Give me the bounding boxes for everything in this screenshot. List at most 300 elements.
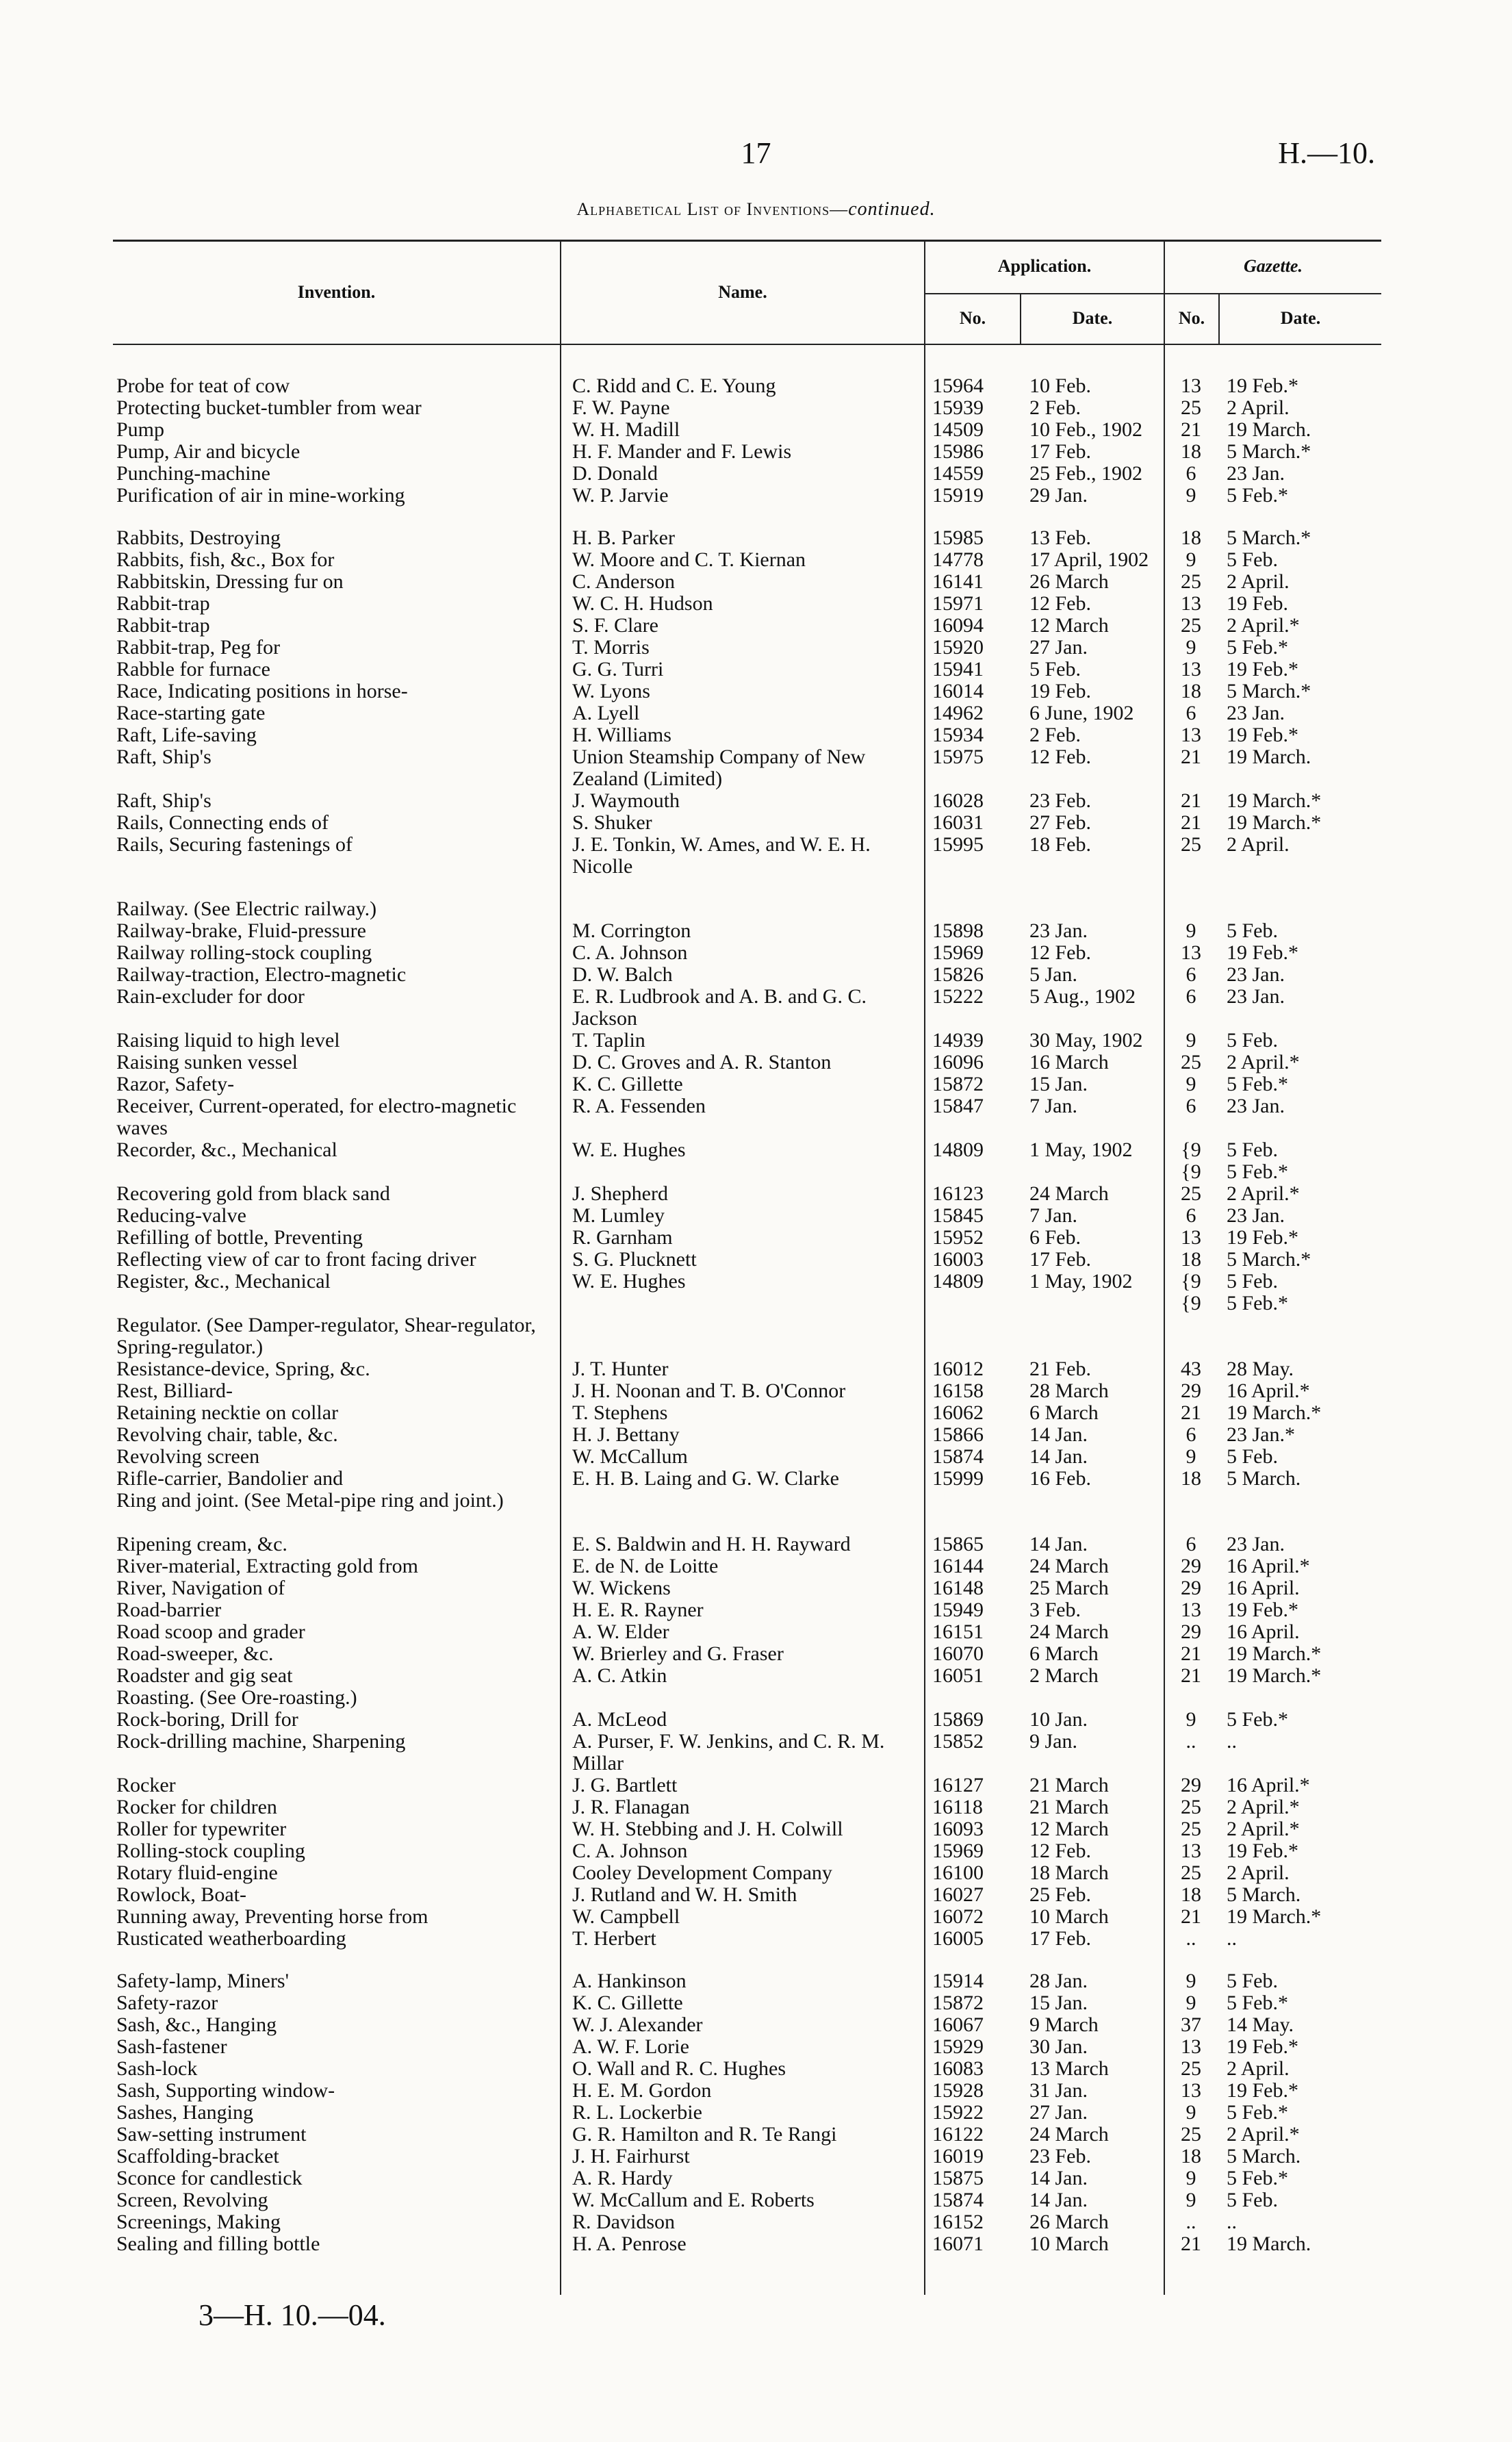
- gazette-no-cell: 13: [1181, 658, 1201, 681]
- invention-cell: Rocker: [116, 1774, 176, 1796]
- invention-cell: Raft, Ship's: [116, 789, 212, 812]
- gazette-date-cell: 5 March.*: [1227, 440, 1311, 463]
- table-row: [0, 942, 1512, 964]
- application-date-cell: 24 March: [1029, 1620, 1109, 1643]
- table-row: [0, 1796, 1512, 1818]
- title-main: Alphabetical List of Inventions—: [576, 199, 849, 219]
- invention-cell: Sconce for candlestick: [116, 2167, 303, 2189]
- table-row: [0, 898, 1512, 920]
- table-row: [0, 1424, 1512, 1446]
- gazette-date-cell: 23 Jan.: [1227, 1204, 1285, 1227]
- invention-cell: Raising sunken vessel: [116, 1051, 298, 1073]
- application-no-cell: 15995: [932, 833, 984, 856]
- gazette-date-cell: 5 Feb.: [1227, 1445, 1278, 1468]
- gazette-date-cell: 23 Jan.: [1227, 1533, 1285, 1555]
- name-cell: W. J. Alexander: [572, 2013, 703, 2036]
- application-no-cell: 15929: [932, 2035, 984, 2058]
- table-row: [0, 1906, 1512, 1928]
- name-cell: G. G. Turri: [572, 658, 664, 681]
- application-no-cell: 16144: [932, 1555, 984, 1577]
- application-no-cell: 16019: [932, 2145, 984, 2167]
- name-cell: K. C. Gillette: [572, 1073, 683, 1095]
- name-cell: W. Wickens: [572, 1577, 671, 1599]
- application-no-cell: 16151: [932, 1620, 984, 1643]
- application-date-cell: 10 Jan.: [1029, 1708, 1088, 1731]
- table-row: [0, 1052, 1512, 1073]
- gazette-no-cell: 21: [1181, 1905, 1201, 1928]
- application-no-cell: 14509: [932, 418, 984, 441]
- application-date-cell: 1 May, 1902: [1029, 1270, 1133, 1293]
- table-row: [0, 1862, 1512, 1884]
- table-row: [0, 681, 1512, 702]
- gazette-date-cell: 2 April.: [1227, 833, 1290, 856]
- application-date-cell: 14 Jan.: [1029, 2189, 1088, 2211]
- application-no-cell: 15985: [932, 526, 984, 549]
- gazette-date-cell: 19 Feb.*: [1227, 2079, 1298, 2102]
- invention-cell: Probe for teat of cow: [116, 374, 290, 397]
- application-no-cell: 15928: [932, 2079, 984, 2102]
- application-no-cell: 15872: [932, 1992, 984, 2014]
- invention-cell: Resistance-device, Spring, &c.: [116, 1358, 370, 1380]
- gazette-date-cell: 14 May.: [1227, 2013, 1294, 2036]
- gazette-date-cell: 16 April.*: [1227, 1379, 1310, 1402]
- invention-cell: Refilling of bottle, Preventing: [116, 1226, 363, 1249]
- gazette-date-cell: 19 Feb.*: [1227, 1226, 1298, 1249]
- gazette-date-cell: 5 Feb.*: [1227, 2101, 1288, 2124]
- gazette-date-cell: 5 March.: [1227, 2145, 1301, 2167]
- gazette-no-cell: 29: [1181, 1555, 1201, 1577]
- gazette-no-cell: 9: [1186, 484, 1196, 507]
- application-no-cell: 16051: [932, 1664, 984, 1687]
- table-row: [0, 485, 1512, 507]
- table-row: [0, 1643, 1512, 1665]
- application-date-cell: 12 March: [1029, 614, 1109, 637]
- gazette-no-cell: 29: [1181, 1774, 1201, 1796]
- gazette-date-cell: 2 April.*: [1227, 1182, 1300, 1205]
- invention-cell: Railway rolling-stock coupling: [116, 941, 372, 964]
- invention-cell: Razor, Safety-: [116, 1073, 235, 1095]
- gazette-no-cell: 9: [1186, 1445, 1196, 1468]
- invention-cell: Raising liquid to high level: [116, 1029, 340, 1052]
- table-row: [0, 2058, 1512, 2080]
- application-date-cell: 5 Aug., 1902: [1029, 985, 1136, 1008]
- gazette-date-cell: 2 April.: [1227, 570, 1290, 593]
- application-no-cell: 16005: [932, 1927, 984, 1950]
- name-cell: G. R. Hamilton and R. Te Rangi: [572, 2123, 837, 2146]
- table-row: [0, 1599, 1512, 1621]
- gazette-no-cell: 6: [1186, 1423, 1196, 1446]
- name-cell: D. C. Groves and A. R. Stanton: [572, 1051, 832, 1073]
- gazette-no-cell: 21: [1181, 418, 1201, 441]
- table-row: [0, 2189, 1512, 2211]
- invention-cell: Screen, Revolving: [116, 2189, 268, 2211]
- name-cell: W. H. Stebbing and J. H. Colwill: [572, 1818, 843, 1840]
- gazette-date-cell: 5 Feb.*: [1227, 1992, 1288, 2014]
- gazette-no-cell: 25: [1181, 1796, 1201, 1818]
- application-date-cell: 25 Feb.: [1029, 1883, 1091, 1906]
- gazette-date-cell: 19 Feb.*: [1227, 724, 1298, 746]
- gazette-no-cell: 9: [1186, 548, 1196, 571]
- name-cell: T. Taplin: [572, 1029, 645, 1052]
- application-date-cell: 5 Jan.: [1029, 963, 1077, 986]
- invention-cell: Raft, Life-saving: [116, 724, 257, 746]
- inventions-table-body: [0, 375, 1512, 2255]
- gazette-no-cell: 29: [1181, 1620, 1201, 1643]
- gazette-date-cell: 5 Feb.*: [1227, 2167, 1288, 2189]
- gazette-date-cell: 19 March.: [1227, 746, 1311, 768]
- table-row: [0, 1687, 1512, 1709]
- name-cell: H. F. Mander and F. Lewis: [572, 440, 792, 463]
- invention-cell: Reducing-valve: [116, 1204, 246, 1227]
- header-application: Application.: [997, 256, 1092, 276]
- invention-cell: Retaining necktie on collar: [116, 1401, 339, 1424]
- name-cell: S. Shuker: [572, 811, 652, 834]
- invention-cell: Road-barrier: [116, 1599, 222, 1621]
- application-no-cell: 15847: [932, 1095, 984, 1117]
- application-date-cell: 24 March: [1029, 2123, 1109, 2146]
- gazette-date-cell: 5 March.*: [1227, 1248, 1311, 1271]
- gazette-no-cell: 9: [1186, 1073, 1196, 1095]
- gazette-no-cell: 21: [1181, 811, 1201, 834]
- application-date-cell: 31 Jan.: [1029, 2079, 1088, 2102]
- name-cell: J. R. Flanagan: [572, 1796, 690, 1818]
- table-row: [0, 986, 1512, 1030]
- invention-cell: Running away, Preventing horse from: [116, 1905, 428, 1928]
- gazette-no-cell: 43: [1181, 1358, 1201, 1380]
- application-no-cell: 14939: [932, 1029, 984, 1052]
- application-date-cell: 23 Feb.: [1029, 2145, 1091, 2167]
- application-date-cell: 23 Feb.: [1029, 789, 1091, 812]
- name-cell: J. Waymouth: [572, 789, 680, 812]
- gazette-date-cell: 19 Feb.*: [1227, 658, 1298, 681]
- application-no-cell: 15986: [932, 440, 984, 463]
- gazette-no-cell: 13: [1181, 2035, 1201, 2058]
- table-row: [0, 1380, 1512, 1402]
- invention-cell: Rabbits, fish, &c., Box for: [116, 548, 335, 571]
- gazette-no-cell: 13: [1181, 1226, 1201, 1249]
- name-cell: A. Lyell: [572, 702, 640, 724]
- header-application-no: No.: [959, 308, 986, 328]
- gazette-date-cell: 5 Feb.*: [1227, 636, 1288, 659]
- application-date-cell: 6 March: [1029, 1642, 1099, 1665]
- gazette-date-cell: 19 March.*: [1227, 1401, 1322, 1424]
- table-row: [0, 463, 1512, 485]
- header-invention: Invention.: [297, 282, 376, 302]
- invention-cell: Road-sweeper, &c.: [116, 1642, 274, 1665]
- gazette-date-cell: ..: [1227, 1927, 1237, 1950]
- application-date-cell: 12 March: [1029, 1818, 1109, 1840]
- application-no-cell: 15869: [932, 1708, 984, 1731]
- application-date-cell: 24 March: [1029, 1182, 1109, 1205]
- name-cell: J. Shepherd: [572, 1182, 668, 1205]
- table-row: [0, 375, 1512, 397]
- table-row: [0, 834, 1512, 878]
- application-date-cell: 6 June, 1902: [1029, 702, 1134, 724]
- table-row: [0, 1818, 1512, 1840]
- invention-cell: Rusticated weatherboarding: [116, 1927, 346, 1950]
- name-cell: A. McLeod: [572, 1708, 667, 1731]
- application-date-cell: 18 March: [1029, 1861, 1109, 1884]
- table-row: [0, 1665, 1512, 1687]
- application-no-cell: 16070: [932, 1642, 984, 1665]
- table-row: [0, 419, 1512, 441]
- gazette-date-cell: 19 Feb.: [1227, 592, 1288, 615]
- application-date-cell: 13 March: [1029, 2057, 1109, 2080]
- gazette-date-cell: 2 April.: [1227, 396, 1290, 419]
- gazette-no-cell: {9 {9: [1181, 1139, 1201, 1183]
- gazette-date-cell: ..: [1227, 2211, 1237, 2233]
- gazette-date-cell: 5 Feb. 5 Feb.*: [1227, 1270, 1288, 1314]
- invention-cell: Ring and joint. (See Metal-pipe ring and joint.): [116, 1489, 504, 1512]
- invention-cell: Ripening cream, &c.: [116, 1533, 287, 1555]
- application-date-cell: 27 Jan.: [1029, 636, 1088, 659]
- header-gazette-date: Date.: [1280, 308, 1321, 328]
- page-number: 17: [741, 136, 771, 170]
- gazette-date-cell: 23 Jan.: [1227, 1095, 1285, 1117]
- table-row: [0, 593, 1512, 615]
- application-date-cell: 25 Feb., 1902: [1029, 462, 1142, 485]
- name-cell: W. Lyons: [572, 680, 650, 702]
- application-no-cell: 15920: [932, 636, 984, 659]
- application-no-cell: 16093: [932, 1818, 984, 1840]
- application-no-cell: 15964: [932, 374, 984, 397]
- gazette-date-cell: 5 Feb.: [1227, 1970, 1278, 1992]
- application-no-cell: 15941: [932, 658, 984, 681]
- application-date-cell: 10 March: [1029, 2233, 1109, 2255]
- name-cell: O. Wall and R. C. Hughes: [572, 2057, 786, 2080]
- application-no-cell: 14778: [932, 548, 984, 571]
- gazette-date-cell: 16 April.: [1227, 1620, 1300, 1643]
- invention-cell: Race, Indicating positions in horse-: [116, 680, 408, 702]
- table-row: [0, 637, 1512, 659]
- gazette-date-cell: 23 Jan.: [1227, 963, 1285, 986]
- table-row: [0, 2036, 1512, 2058]
- application-no-cell: 15865: [932, 1533, 984, 1555]
- application-no-cell: 15874: [932, 1445, 984, 1468]
- gazette-no-cell: 18: [1181, 440, 1201, 463]
- application-date-cell: 30 May, 1902: [1029, 1029, 1143, 1052]
- invention-cell: Railway-brake, Fluid-pressure: [116, 919, 366, 942]
- application-date-cell: 15 Jan.: [1029, 1992, 1088, 2014]
- gazette-date-cell: 23 Jan.*: [1227, 1423, 1295, 1446]
- gazette-no-cell: 13: [1181, 941, 1201, 964]
- invention-cell: Revolving chair, table, &c.: [116, 1423, 338, 1446]
- gazette-date-cell: 19 March.: [1227, 2233, 1311, 2255]
- invention-cell: Rabbits, Destroying: [116, 526, 281, 549]
- gazette-date-cell: 5 March.: [1227, 1883, 1301, 1906]
- gazette-no-cell: 6: [1186, 963, 1196, 986]
- gazette-date-cell: 16 April.*: [1227, 1555, 1310, 1577]
- gazette-date-cell: 2 April.: [1227, 2057, 1290, 2080]
- invention-cell: Sashes, Hanging: [116, 2101, 253, 2124]
- application-date-cell: 12 Feb.: [1029, 941, 1091, 964]
- gazette-no-cell: 13: [1181, 1599, 1201, 1621]
- application-no-cell: 16158: [932, 1379, 984, 1402]
- application-no-cell: 16127: [932, 1774, 984, 1796]
- gazette-no-cell: 21: [1181, 789, 1201, 812]
- application-no-cell: 14809: [932, 1270, 984, 1293]
- gazette-no-cell: 9: [1186, 1708, 1196, 1731]
- application-no-cell: 14809: [932, 1139, 984, 1161]
- gazette-no-cell: 25: [1181, 614, 1201, 637]
- name-cell: J. H. Noonan and T. B. O'Connor: [572, 1379, 846, 1402]
- gazette-no-cell: 9: [1186, 2189, 1196, 2211]
- gazette-no-cell: 9: [1186, 636, 1196, 659]
- application-date-cell: 18 Feb.: [1029, 833, 1091, 856]
- invention-cell: Rolling-stock coupling: [116, 1840, 305, 1862]
- invention-cell: Rain-excluder for door: [116, 985, 305, 1008]
- name-cell: C. Ridd and C. E. Young: [572, 374, 776, 397]
- invention-cell: Raft, Ship's: [116, 746, 212, 768]
- signature-mark: 3—H. 10.—04.: [198, 2298, 386, 2332]
- table-row: [0, 920, 1512, 942]
- table-row: [0, 724, 1512, 746]
- name-cell: R. Davidson: [572, 2211, 675, 2233]
- gazette-date-cell: 23 Jan.: [1227, 985, 1285, 1008]
- table-row: [0, 1555, 1512, 1577]
- application-date-cell: 30 Jan.: [1029, 2035, 1088, 2058]
- application-date-cell: 12 Feb.: [1029, 746, 1091, 768]
- gazette-no-cell: 21: [1181, 1642, 1201, 1665]
- invention-cell: Rest, Billiard-: [116, 1379, 233, 1402]
- invention-cell: Rails, Securing fastenings of: [116, 833, 353, 856]
- gazette-date-cell: 2 April.*: [1227, 1796, 1300, 1818]
- invention-cell: Rabbit-trap, Peg for: [116, 636, 281, 659]
- gazette-date-cell: 19 March.*: [1227, 789, 1322, 812]
- invention-cell: Revolving screen: [116, 1445, 260, 1468]
- invention-cell: River, Navigation of: [116, 1577, 285, 1599]
- application-no-cell: 15999: [932, 1467, 984, 1490]
- gazette-date-cell: ..: [1227, 1730, 1237, 1753]
- invention-cell: Rocker for children: [116, 1796, 277, 1818]
- name-cell: W. H. Madill: [572, 418, 680, 441]
- table-row: [0, 615, 1512, 637]
- gazette-no-cell: 25: [1181, 1818, 1201, 1840]
- table-row: [0, 812, 1512, 834]
- gazette-date-cell: 5 March.*: [1227, 680, 1311, 702]
- invention-cell: Recovering gold from black sand: [116, 1182, 390, 1205]
- gazette-date-cell: 2 April.*: [1227, 1818, 1300, 1840]
- application-no-cell: 15919: [932, 484, 984, 507]
- table-row: [0, 1577, 1512, 1599]
- gazette-no-cell: 6: [1186, 462, 1196, 485]
- invention-cell: Rabble for furnace: [116, 658, 270, 681]
- application-date-cell: 17 Feb.: [1029, 1927, 1091, 1950]
- application-no-cell: 16012: [932, 1358, 984, 1380]
- gazette-date-cell: 5 Feb.: [1227, 2189, 1278, 2211]
- invention-cell: Rifle-carrier, Bandolier and: [116, 1467, 344, 1490]
- application-no-cell: 15939: [932, 396, 984, 419]
- table-row: [0, 1183, 1512, 1205]
- application-date-cell: 12 Feb.: [1029, 1840, 1091, 1862]
- application-no-cell: 16100: [932, 1861, 984, 1884]
- invention-cell: Purification of air in mine-working: [116, 484, 405, 507]
- application-no-cell: 15949: [932, 1599, 984, 1621]
- application-date-cell: 5 Feb.: [1029, 658, 1081, 681]
- invention-cell: Rotary fluid-engine: [116, 1861, 278, 1884]
- application-date-cell: 2 Feb.: [1029, 396, 1081, 419]
- gazette-no-cell: 29: [1181, 1379, 1201, 1402]
- name-cell: E. de N. de Loitte: [572, 1555, 719, 1577]
- name-cell: D. W. Balch: [572, 963, 673, 986]
- table-row: [0, 1840, 1512, 1862]
- application-no-cell: 15875: [932, 2167, 984, 2189]
- invention-cell: Pump, Air and bicycle: [116, 440, 300, 463]
- header-application-date: Date.: [1072, 308, 1113, 328]
- invention-cell: Rabbit-trap: [116, 592, 210, 615]
- invention-cell: Roadster and gig seat: [116, 1664, 293, 1687]
- gazette-date-cell: 19 March.*: [1227, 1642, 1322, 1665]
- gazette-no-cell: 18: [1181, 2145, 1201, 2167]
- invention-cell: Rowlock, Boat-: [116, 1883, 246, 1906]
- application-no-cell: 14559: [932, 462, 984, 485]
- table-row: [0, 1775, 1512, 1796]
- invention-cell: Roasting. (See Ore-roasting.): [116, 1686, 357, 1709]
- gazette-no-cell: 18: [1181, 1883, 1201, 1906]
- application-no-cell: 15898: [932, 919, 984, 942]
- gazette-no-cell: 21: [1181, 1664, 1201, 1687]
- gazette-no-cell: 25: [1181, 1051, 1201, 1073]
- gazette-date-cell: 2 April.*: [1227, 614, 1300, 637]
- table-row: [0, 2146, 1512, 2167]
- gazette-date-cell: 5 Feb.*: [1227, 484, 1288, 507]
- name-cell: H. J. Bettany: [572, 1423, 680, 1446]
- gazette-no-cell: 25: [1181, 396, 1201, 419]
- application-date-cell: 17 Feb.: [1029, 1248, 1091, 1271]
- gazette-no-cell: 13: [1181, 1840, 1201, 1862]
- gazette-no-cell: 25: [1181, 1182, 1201, 1205]
- invention-cell: Reflecting view of car to front facing driver: [116, 1248, 476, 1271]
- table-row: [0, 1490, 1512, 1534]
- name-cell: J. H. Fairhurst: [572, 2145, 690, 2167]
- application-no-cell: 15872: [932, 1073, 984, 1095]
- gazette-date-cell: 2 April.*: [1227, 1051, 1300, 1073]
- name-cell: R. L. Lockerbie: [572, 2101, 702, 2124]
- invention-cell: Sash, Supporting window-: [116, 2079, 335, 2102]
- gazette-date-cell: 19 March.*: [1227, 1664, 1322, 1687]
- gazette-no-cell: ..: [1186, 1730, 1196, 1753]
- table-row: [0, 571, 1512, 593]
- table-row: [0, 1271, 1512, 1314]
- application-date-cell: 2 March: [1029, 1664, 1099, 1687]
- table-row: [0, 964, 1512, 986]
- application-date-cell: 27 Feb.: [1029, 811, 1091, 834]
- gazette-date-cell: 19 March.*: [1227, 811, 1322, 834]
- application-no-cell: 16071: [932, 2233, 984, 2255]
- name-cell: K. C. Gillette: [572, 1992, 683, 2014]
- gazette-date-cell: 19 Feb.*: [1227, 1840, 1298, 1862]
- gazette-date-cell: 23 Jan.: [1227, 462, 1285, 485]
- table-row: [0, 441, 1512, 463]
- gazette-no-cell: 9: [1186, 919, 1196, 942]
- application-date-cell: 28 Jan.: [1029, 1970, 1088, 1992]
- application-date-cell: 16 March: [1029, 1051, 1109, 1073]
- gazette-no-cell: 13: [1181, 724, 1201, 746]
- gazette-no-cell: 18: [1181, 1467, 1201, 1490]
- table-row: [0, 659, 1512, 681]
- application-date-cell: 26 March: [1029, 2211, 1109, 2233]
- name-cell: T. Morris: [572, 636, 650, 659]
- application-date-cell: 24 March: [1029, 1555, 1109, 1577]
- name-cell: D. Donald: [572, 462, 658, 485]
- application-no-cell: 16062: [932, 1401, 984, 1424]
- gazette-no-cell: 21: [1181, 2233, 1201, 2255]
- gazette-date-cell: 28 May.: [1227, 1358, 1294, 1380]
- name-cell: M. Lumley: [572, 1204, 665, 1227]
- table-row: [0, 1227, 1512, 1249]
- name-cell: C. Anderson: [572, 570, 675, 593]
- invention-cell: Rabbit-trap: [116, 614, 210, 637]
